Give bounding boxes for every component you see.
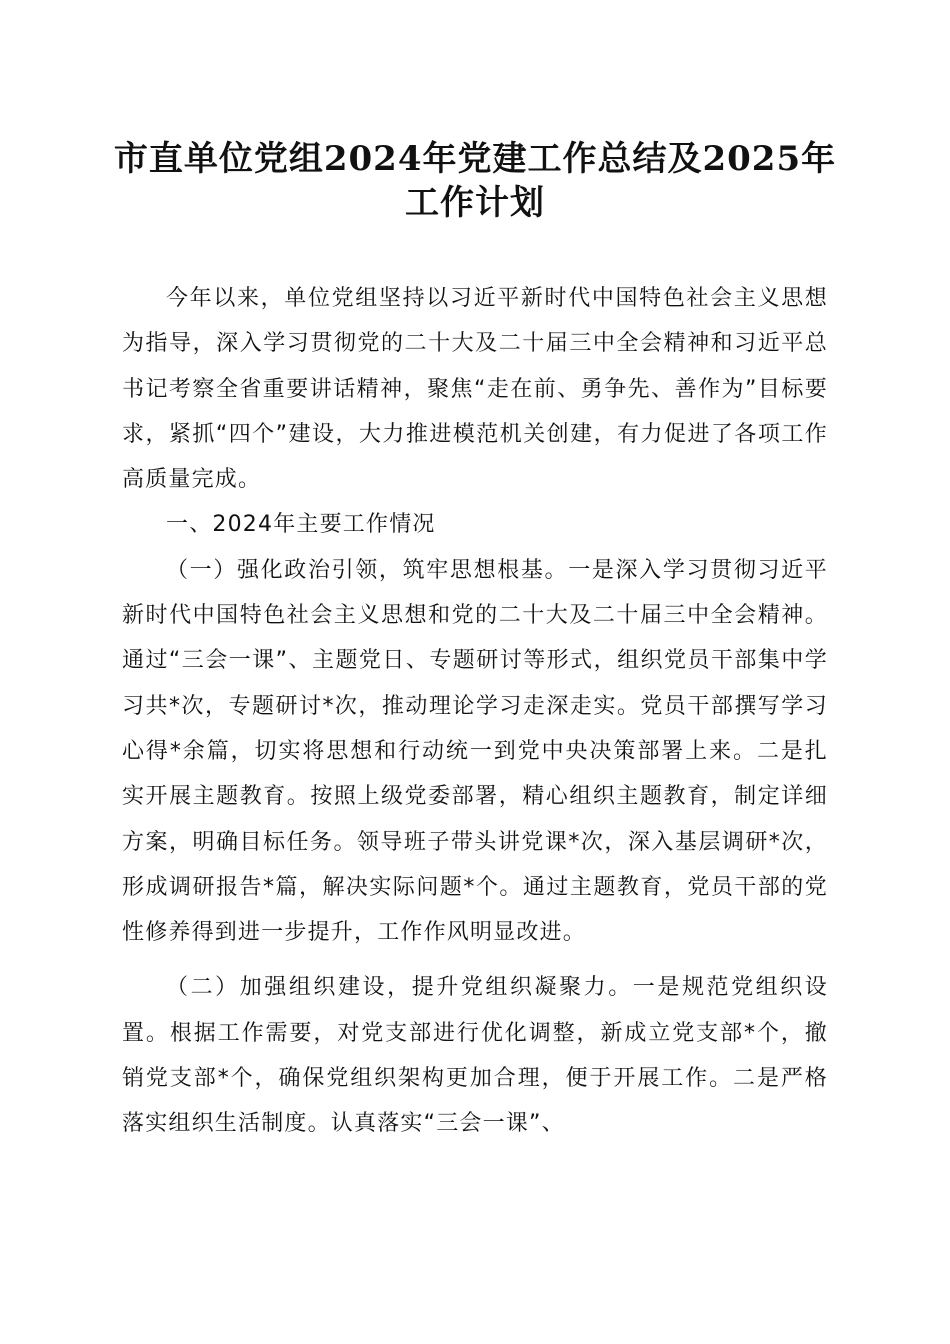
- document-body: [122, 276, 828, 1147]
- title-line-1: 市直单位党组2024年党建工作总结及2025年: [113, 139, 837, 179]
- title-line-2: 工作计划: [405, 183, 545, 223]
- intro-paragraph: 今年以来，单位党组坚持以习近平新时代中国特色社会主义思想为指导，深入学习贯彻党的二十大及二十届三中全会精神和习近平总书记考察全省重要讲话精神，聚焦“走在前、勇争先、善作为”目标要求，紧抓“四个”建设，大力推进模范机关创建，有力促进了各项工作高质量完成。: [122, 286, 828, 493]
- paragraph-2: （二）加强组织建设，提升党组织凝聚力。一是规范党组织设置。根据工作需要，对党支部进行优化调整，新成立党支部*个，撤销党支部*个，确保党组织架构更加合理，便于开展工作。二是严格落实组织生活制度。认真落实“三会一课”、: [122, 975, 828, 1137]
- document-title: [110, 137, 840, 225]
- paragraph-1: （一）强化政治引领，筑牢思想根基。一是深入学习贯彻习近平新时代中国特色社会主义思想和党的二十大及二十届三中全会精神。通过“三会一课”、主题党日、专题研讨等形式，组织党员干部集中学习共*次，专题研讨*次，推动理论学习走深走实。党员干部撰写学习心得*余篇，切实将思想和行动统一到党中央决策部署上来。二是扎实开展主题教育。按照上级党委部署，精心组织主题教育，制定详细方案，明确目标任务。领导班子带头讲党课*次，深入基层调研*次，形成调研报告*篇，解决实际问题*个。通过主题教育，党员干部的党性修养得到进一步提升，工作作风明显改进。: [122, 557, 828, 946]
- section-heading-1: 一、2024年主要工作情况: [166, 512, 436, 538]
